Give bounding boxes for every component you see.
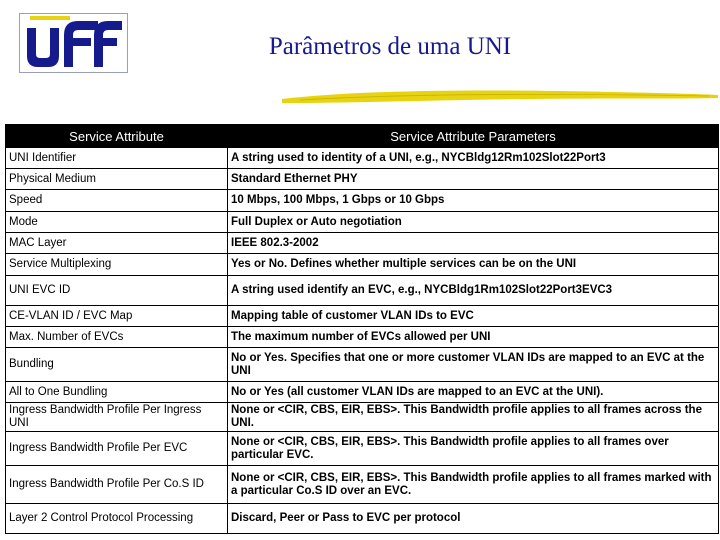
column-header-attribute: Service Attribute bbox=[6, 125, 228, 148]
parameters-cell: 10 Mbps, 100 Mbps, 1 Gbps or 10 Gbps bbox=[228, 190, 719, 212]
attribute-cell: Speed bbox=[6, 190, 228, 212]
table-header-row bbox=[6, 125, 719, 148]
parameters-cell: Full Duplex or Auto negotiation bbox=[228, 212, 719, 233]
table-row bbox=[6, 306, 719, 327]
parameters-cell: None or <CIR, CBS, EIR, EBS>. This Bandwidth profile applies to all frames marked with a particular Co.S ID over an EVC. bbox=[228, 466, 719, 504]
uff-logo bbox=[19, 13, 128, 73]
table-row bbox=[6, 348, 719, 382]
table-row bbox=[6, 504, 719, 534]
attribute-cell: All to One Bundling bbox=[6, 382, 228, 403]
attribute-cell: Ingress Bandwidth Profile Per Ingress UNI bbox=[6, 403, 228, 432]
attribute-cell: Mode bbox=[6, 212, 228, 233]
parameters-cell: No or Yes (all customer VLAN IDs are mapped to an EVC at the UNI). bbox=[228, 382, 719, 403]
table-row bbox=[6, 403, 719, 432]
attribute-cell: Bundling bbox=[6, 348, 228, 382]
attribute-cell: Ingress Bandwidth Profile Per Co.S ID bbox=[6, 466, 228, 504]
table-row bbox=[6, 432, 719, 466]
uni-parameters-table bbox=[5, 124, 718, 534]
parameters-cell: None or <CIR, CBS, EIR, EBS>. This Bandwidth profile applies to all frames over particular EVC. bbox=[228, 432, 719, 466]
parameters-cell: Yes or No. Defines whether multiple services can be on the UNI bbox=[228, 254, 719, 276]
parameters-cell: No or Yes. Specifies that one or more customer VLAN IDs are mapped to an EVC at the UNI bbox=[228, 348, 719, 382]
uff-logo-icon bbox=[20, 14, 127, 72]
table-row bbox=[6, 327, 719, 348]
attribute-cell: UNI Identifier bbox=[6, 148, 228, 169]
table-row bbox=[6, 254, 719, 276]
table-row bbox=[6, 233, 719, 254]
parameters-cell: IEEE 802.3-2002 bbox=[228, 233, 719, 254]
attribute-cell: Service Multiplexing bbox=[6, 254, 228, 276]
parameters-cell: The maximum number of EVCs allowed per UNI bbox=[228, 327, 719, 348]
table-row bbox=[6, 169, 719, 190]
table-row bbox=[6, 276, 719, 306]
parameters-cell: A string used identify an EVC, e.g., NYCBldg1Rm102Slot22Port3EVC3 bbox=[228, 276, 719, 306]
table-row bbox=[6, 466, 719, 504]
table-row bbox=[6, 382, 719, 403]
table-row bbox=[6, 190, 719, 212]
parameters-cell: A string used to identity of a UNI, e.g., NYCBldg12Rm102Slot22Port3 bbox=[228, 148, 719, 169]
column-header-parameters: Service Attribute Parameters bbox=[228, 125, 719, 148]
parameters-cell: Mapping table of customer VLAN IDs to EVC bbox=[228, 306, 719, 327]
page-title: Parâmetros de uma UNI bbox=[268, 33, 512, 60]
attribute-cell: Layer 2 Control Protocol Processing bbox=[6, 504, 228, 534]
attribute-cell: Physical Medium bbox=[6, 169, 228, 190]
attribute-cell: CE-VLAN ID / EVC Map bbox=[6, 306, 228, 327]
parameters-cell: None or <CIR, CBS, EIR, EBS>. This Bandwidth profile applies to all frames across the UNI. bbox=[228, 403, 719, 432]
parameters-cell: Discard, Peer or Pass to EVC per protocol bbox=[228, 504, 719, 534]
attribute-cell: MAC Layer bbox=[6, 233, 228, 254]
attribute-cell: Ingress Bandwidth Profile Per EVC bbox=[6, 432, 228, 466]
attribute-cell: Max. Number of EVCs bbox=[6, 327, 228, 348]
brush-stroke-decoration bbox=[280, 86, 720, 106]
parameters-cell: Standard Ethernet PHY bbox=[228, 169, 719, 190]
table-row bbox=[6, 148, 719, 169]
attribute-cell: UNI EVC ID bbox=[6, 276, 228, 306]
table-row bbox=[6, 212, 719, 233]
